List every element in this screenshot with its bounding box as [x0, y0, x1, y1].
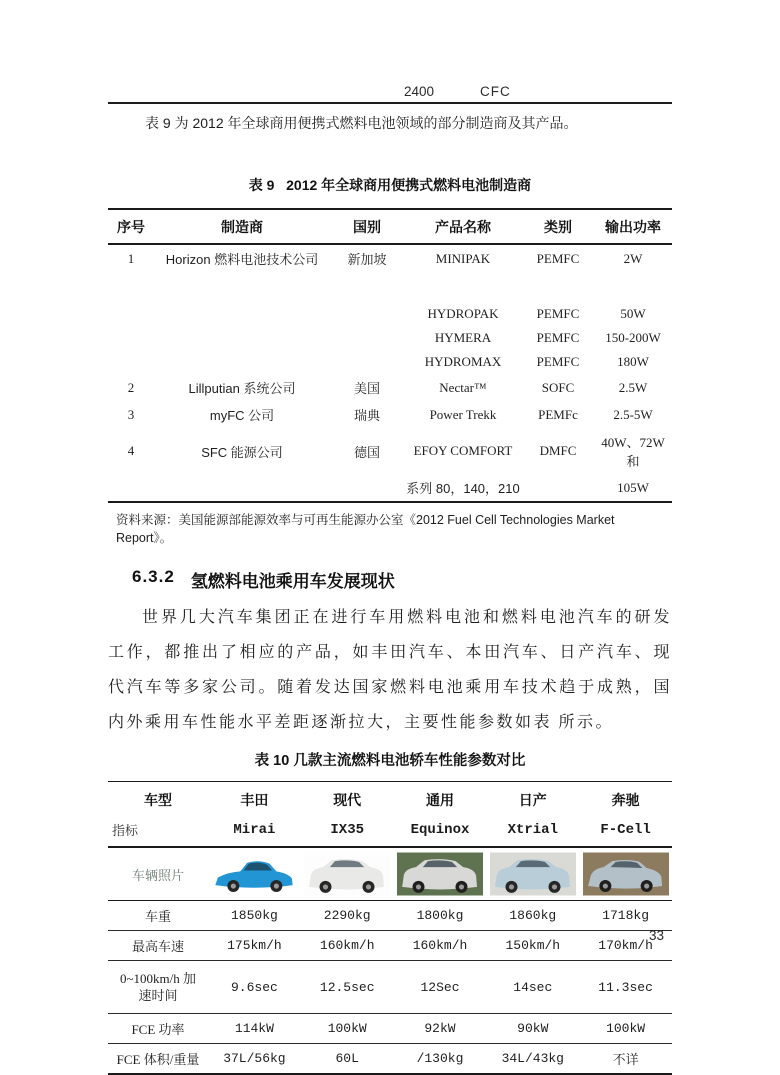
- table9-cell: Horizon 燃料电池技术公司: [165, 252, 319, 267]
- table9-cell: 2.5W: [618, 379, 648, 395]
- accel-label-line1: 0~100km/h 加: [119, 971, 196, 986]
- table10-photo-row-label: 车辆照片: [108, 847, 208, 901]
- table10-row-label: FCE 功率: [108, 1014, 208, 1044]
- table10-photo-cell: [394, 847, 487, 901]
- table9-cell: [108, 350, 154, 374]
- table9-cell: 40W、72W 和: [601, 435, 665, 469]
- header-code: CFC: [480, 84, 511, 99]
- section-heading: [108, 567, 672, 592]
- car-hub: [459, 884, 464, 889]
- table9-cell: 2W: [623, 250, 643, 266]
- table10-data-row: [108, 1014, 672, 1044]
- table9-cell: [330, 474, 404, 502]
- table9-cell: 180W: [617, 354, 649, 369]
- table10-cell: 34L/43kg: [501, 1051, 564, 1066]
- table9-cell: Nectar™: [439, 379, 487, 395]
- table10-caption: 表 10 几款主流燃料电池轿车性能参数对比: [254, 753, 526, 769]
- table10-brand: 通用: [425, 792, 454, 808]
- table9-cell: SFC 能源公司: [201, 444, 283, 460]
- table10-cell: 90kW: [486, 1014, 579, 1044]
- table10-brand: 日产: [518, 792, 547, 808]
- table9-cell: Lillputian 系统公司: [188, 381, 296, 396]
- table10-cell: 175km/h: [208, 931, 301, 961]
- table10-brand: 丰田: [240, 792, 269, 808]
- table10-cell: 150km/h: [486, 931, 579, 961]
- table9-cell: Power Trekk: [429, 406, 497, 422]
- table9-cell: SOFC: [541, 379, 575, 395]
- table10-photo-cell: [486, 847, 579, 901]
- table10-cell: 160km/h: [394, 931, 487, 961]
- header-number: 2400: [404, 84, 435, 99]
- table9-cell: [330, 350, 404, 374]
- table10-corner-bottom: 指标: [108, 812, 208, 847]
- table10-brand-row: [108, 782, 672, 813]
- table10-cell: 100kW: [579, 1014, 672, 1044]
- table9-cell: [154, 350, 330, 374]
- table10-cell: 114kW: [208, 1014, 301, 1044]
- table9-cell: 3: [127, 406, 135, 422]
- car-hub: [509, 884, 514, 889]
- table9-cell: MINIPAK: [435, 250, 491, 266]
- table9-cell: [108, 326, 154, 350]
- table9-row: [108, 244, 672, 302]
- table9-row: [108, 326, 672, 350]
- table9-row: [108, 474, 672, 502]
- section-number: 6.3.2: [132, 567, 175, 586]
- table9-col-header: 序号: [108, 209, 154, 244]
- table10-model-row: [108, 812, 672, 847]
- table9-cell: [154, 302, 330, 326]
- table10-cell: 1860kg: [486, 901, 579, 931]
- body-paragraph: 世界几大汽车集团正在进行车用燃料电池和燃料电池汽车的研发工作，都推出了相应的产品，如丰田汽车、本田汽车、日产汽车、现代汽车等多家公司。随着发达国家燃料电池乘用车技术趋于成熟，国内外乘用车性能水平差距逐渐拉大，主要性能参数如表 所示。: [108, 609, 672, 731]
- table9-cell: 瑞典: [353, 408, 380, 423]
- table9-cell: 150-200W: [605, 330, 661, 345]
- table9-cell: 2.5-5W: [613, 406, 653, 422]
- table10-photo-row: [108, 847, 672, 901]
- table10-cell: 12.5sec: [301, 961, 394, 1014]
- table10-cell: 60L: [335, 1051, 359, 1066]
- table10-cell: 14sec: [486, 961, 579, 1014]
- table10-row-label: 车重: [108, 901, 208, 931]
- table10-cell: 1850kg: [208, 901, 301, 931]
- table9-cell: PEMFC: [536, 330, 580, 345]
- table10-model: F-Cell: [579, 812, 672, 847]
- table10-model: Equinox: [394, 812, 487, 847]
- car-photo-equinox: [397, 852, 483, 896]
- table10-data-row: [108, 931, 672, 961]
- table10-cell: 37L/56kg: [223, 1051, 286, 1066]
- table9-cell: 新加坡: [347, 252, 387, 267]
- car-hub: [366, 884, 371, 889]
- table10-photo-cell: [208, 847, 301, 901]
- table10-row-label: FCE 体积/重量: [116, 1052, 200, 1067]
- table10-cell: 92kW: [394, 1014, 487, 1044]
- car-photo-fcell: [583, 852, 669, 896]
- table10: [108, 781, 672, 1075]
- table10-model: Mirai: [208, 812, 301, 847]
- table9-cell: [522, 474, 594, 502]
- table9-row: [108, 302, 672, 326]
- table10-model: Xtrial: [486, 812, 579, 847]
- table9-cell: PEMFc: [538, 406, 578, 422]
- table9-col-header: 类别: [522, 209, 594, 244]
- table10-photo-cell: [579, 847, 672, 901]
- car-hub: [323, 884, 328, 889]
- table10-brand: 奔驰: [611, 792, 640, 808]
- table9-row: [108, 350, 672, 374]
- table10-photo-cell: [301, 847, 394, 901]
- table9-col-header: 输出功率: [594, 209, 672, 244]
- table9: [108, 208, 672, 503]
- table10-cell: 不详: [612, 1053, 639, 1068]
- section-title: 氢燃料电池乘用车发展现状: [190, 572, 395, 591]
- table10-brand: 现代: [333, 792, 362, 808]
- intro-paragraph: 表 9 为 2012 年全球商用便携式燃料电池领域的部分制造商及其产品。: [145, 115, 578, 131]
- table10-cell: 1800kg: [394, 901, 487, 931]
- table9-cell: HYDROPAK: [427, 306, 499, 321]
- table9-col-header: 产品名称: [404, 209, 522, 244]
- table10-cell: 9.6sec: [208, 961, 301, 1014]
- car-hub: [274, 883, 279, 888]
- table10-cell: 12Sec: [394, 961, 487, 1014]
- table9-cell: 系列 80，140，210: [406, 481, 520, 496]
- table10-corner-top: 车型: [144, 792, 172, 808]
- table9-cell: [108, 474, 154, 502]
- table10-cell: 11.3sec: [579, 961, 672, 1014]
- car-hub: [644, 883, 649, 888]
- car-photo-ix35: [304, 852, 390, 896]
- table9-caption: 表 9 2012 年全球商用便携式燃料电池制造商: [248, 177, 532, 193]
- table9-cell: 50W: [620, 306, 646, 321]
- table9-cell: 2: [127, 379, 135, 395]
- page-number: 33: [648, 928, 664, 943]
- table9-cell: [108, 302, 154, 326]
- table10-cell: 1718kg: [579, 901, 672, 931]
- table9-cell: 1: [127, 250, 135, 266]
- table9-row: [108, 401, 672, 428]
- table9-cell: 4: [127, 443, 135, 458]
- table9-cell: EFOY COMFORT: [413, 443, 513, 458]
- table10-cell: 2290kg: [301, 901, 394, 931]
- table10-data-row: [108, 961, 672, 1014]
- table10-row-label: [108, 961, 208, 1014]
- accel-label-line2: 速时间: [138, 988, 178, 1003]
- table9-cell: 105W: [617, 479, 649, 495]
- table9-cell: PEMFC: [536, 306, 580, 321]
- table9-cell: PEMFC: [536, 354, 580, 369]
- table9-row: [108, 374, 672, 401]
- table9-cell: [154, 326, 330, 350]
- table9-cell: 美国: [353, 381, 380, 396]
- table10-model: IX35: [301, 812, 394, 847]
- table9-col-header: 国别: [330, 209, 404, 244]
- table9-cell: HYMERA: [434, 330, 492, 345]
- car-photo-mirai: [211, 852, 297, 896]
- table9-cell: myFC 公司: [209, 408, 275, 423]
- table9-cell: [330, 326, 404, 350]
- page-content: [108, 0, 672, 1075]
- table9-row: [108, 428, 672, 474]
- table9-cell: DMFC: [539, 443, 577, 458]
- page-header: [108, 0, 672, 99]
- table10-cell: 160km/h: [301, 931, 394, 961]
- car-hub: [602, 883, 607, 888]
- table9-cell: [154, 474, 330, 502]
- car-hub: [552, 884, 557, 889]
- table9-col-header: 制造商: [154, 209, 330, 244]
- table9-cell: 德国: [353, 444, 380, 460]
- table10-cell: 100kW: [301, 1014, 394, 1044]
- car-hub: [416, 884, 421, 889]
- table10-data-row: [108, 1044, 672, 1075]
- table10-data-row: [108, 901, 672, 931]
- car-photo-xtrial: [490, 852, 576, 896]
- table9-cell: PEMFC: [536, 250, 580, 266]
- car-hub: [231, 883, 236, 888]
- table9-header-row: [108, 209, 672, 244]
- table9-cell: [330, 302, 404, 326]
- table10-row-label: 最高车速: [108, 931, 208, 961]
- table10-cell: 170km/h: [579, 931, 672, 961]
- table10-cell: /130kg: [416, 1051, 464, 1066]
- table9-cell: HYDROMAX: [424, 354, 502, 369]
- header-rule: [108, 102, 672, 104]
- table9-source-note: 资料来源：美国能源部能源效率与可再生能源办公室《2012 Fuel Cell Technologies Market Report》。: [116, 513, 618, 545]
